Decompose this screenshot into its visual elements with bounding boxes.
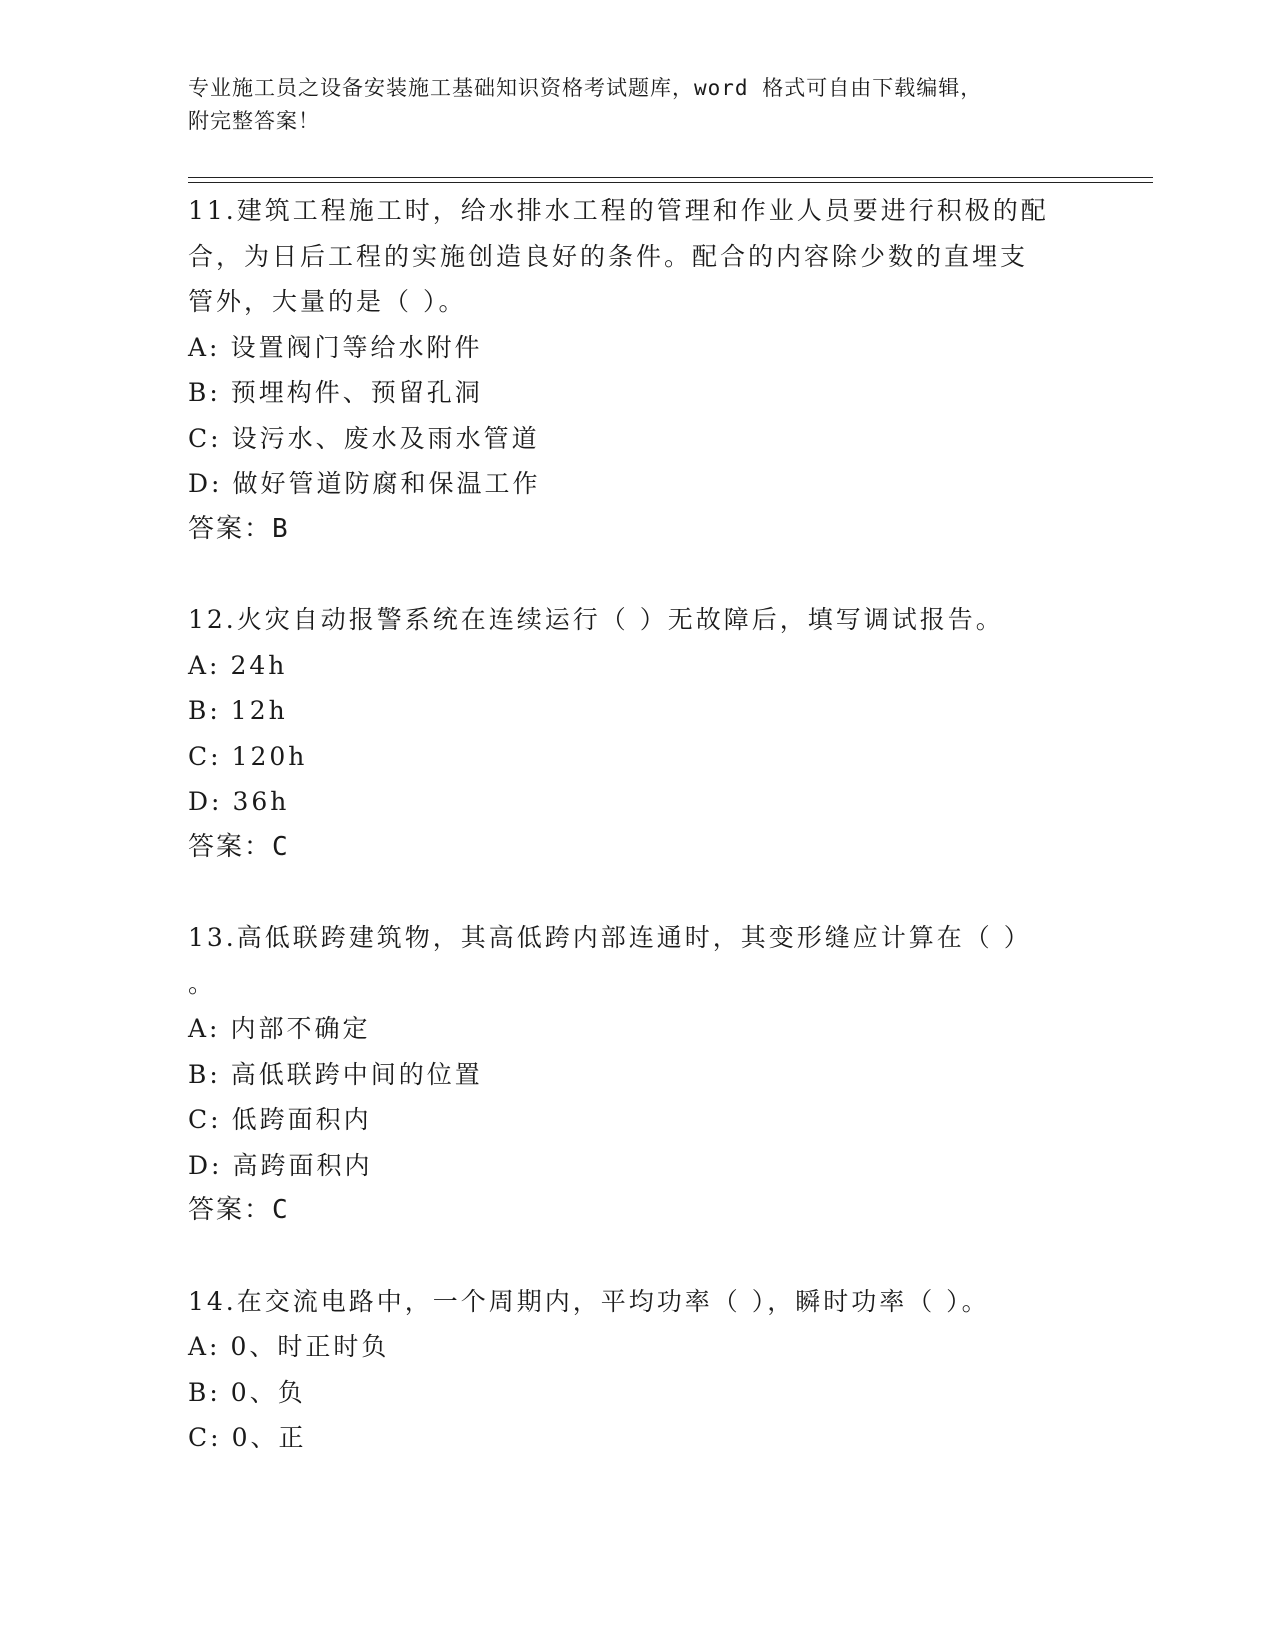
answer-option <box>188 1143 1088 1189</box>
option-text: 高跨面积内 <box>232 1150 373 1180</box>
question-block <box>188 597 1088 870</box>
header-line-2: 附完整答案！ <box>188 109 320 133</box>
option-text: 高低联跨中间的位置 <box>230 1059 483 1089</box>
option-label: A: <box>188 650 221 680</box>
question-text-line: 12.火灾自动报警系统在连续运行（ ）无故障后，填写调试报告。 <box>188 605 1004 634</box>
answer-option <box>188 461 1088 507</box>
question-text-line: 。 <box>188 968 217 998</box>
header-divider-bottom <box>188 182 1153 183</box>
question-text-line: 13.高低联跨建筑物，其高低跨内部连通时，其变形缝应计算在（ ） <box>188 923 1032 952</box>
option-label: B: <box>188 1377 221 1407</box>
question-text-line: 管外，大量的是（ ）。 <box>188 287 467 316</box>
header-line-1: 专业施工员之设备安装施工基础知识资格考试题库，word 格式可自由下载编辑， <box>188 76 983 100</box>
answer-key: 答案：B <box>188 513 290 544</box>
option-text: 0、正 <box>231 1423 307 1452</box>
answer-option <box>188 325 1088 371</box>
option-text: 低跨面积内 <box>231 1105 372 1134</box>
question-text-line: 11.建筑工程施工时，给水排水工程的管理和作业人员要进行积极的配 <box>188 196 1049 225</box>
option-text: 预埋构件、预留孔洞 <box>230 378 483 407</box>
option-text: 做好管道防腐和保温工作 <box>232 469 541 498</box>
question-block <box>188 915 1088 1234</box>
option-label: B: <box>188 1059 221 1089</box>
answer-option <box>188 1370 1088 1416</box>
answer-option <box>188 779 1088 825</box>
question-list <box>188 188 1088 1506</box>
option-label: D: <box>188 469 223 498</box>
option-text: 内部不确定 <box>230 1014 371 1043</box>
option-text: 120h <box>231 741 308 771</box>
question-text-line: 14.在交流电路中，一个周期内，平均功率（ ），瞬时功率（ ）。 <box>188 1286 990 1316</box>
header-divider-top <box>188 177 1153 178</box>
option-text: 12h <box>230 696 288 725</box>
option-label: B: <box>188 696 221 725</box>
answer-key: 答案：C <box>188 831 290 862</box>
answer-option <box>188 416 1088 462</box>
option-label: A: <box>188 1014 221 1043</box>
option-text: 0、时正时负 <box>230 1332 390 1361</box>
answer-option <box>188 643 1088 689</box>
option-label: D: <box>188 787 223 816</box>
option-text: 0、负 <box>230 1377 306 1407</box>
question-text-line: 合，为日后工程的实施创造良好的条件。配合的内容除少数的直埋支 <box>188 241 1029 271</box>
option-text: 24h <box>230 650 288 680</box>
answer-option <box>188 1006 1088 1052</box>
option-label: C: <box>188 1105 222 1134</box>
question-block <box>188 1279 1088 1461</box>
option-label: A: <box>188 332 221 362</box>
option-label: C: <box>188 423 222 453</box>
option-text: 设置阀门等给水附件 <box>230 332 483 362</box>
answer-option <box>188 1052 1088 1098</box>
option-label: C: <box>188 1423 222 1452</box>
answer-key: 答案：C <box>188 1195 290 1225</box>
option-label: A: <box>188 1332 221 1361</box>
answer-option <box>188 734 1088 780</box>
option-label: D: <box>188 1150 223 1180</box>
answer-option <box>188 370 1088 416</box>
option-text: 设污水、废水及雨水管道 <box>231 423 540 453</box>
option-label: B: <box>188 378 221 407</box>
answer-option <box>188 688 1088 734</box>
document-header <box>188 72 1088 138</box>
answer-option <box>188 1415 1088 1461</box>
answer-option <box>188 1097 1088 1143</box>
answer-option <box>188 1324 1088 1370</box>
option-label: C: <box>188 741 222 771</box>
option-text: 36h <box>232 787 290 816</box>
question-block <box>188 188 1088 552</box>
